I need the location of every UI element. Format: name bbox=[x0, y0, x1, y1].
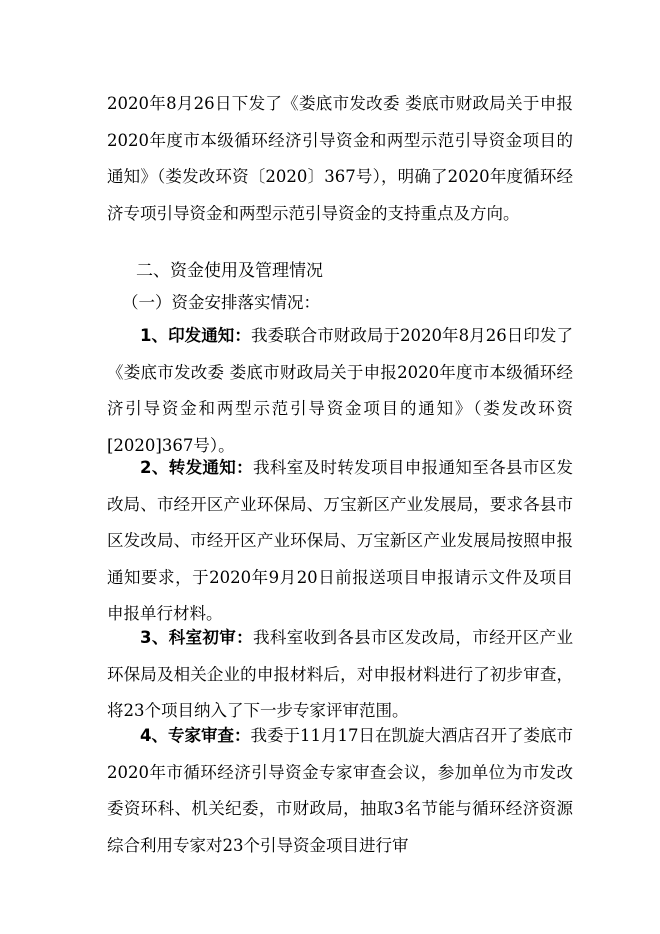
item-4-paragraph bbox=[107, 718, 573, 864]
item-4-label: 4、专家审查： bbox=[140, 726, 251, 745]
item-2-text: 我科室及时转发项目申报通知至各县市区发改局、市经开区产业环保局、万宝新区产业发展局，要求各县市区发改局、市经开区产业环保局、万宝新区产业发展局按照申报通知要求，于2020年9月20日前报送项目申报请示文件及项目申报单行材料。 bbox=[107, 458, 574, 623]
item-1-label: 1、印发通知： bbox=[140, 326, 251, 345]
item-3-label: 3、科室初审： bbox=[140, 628, 254, 647]
subsection-heading: （一）资金安排落实情况： bbox=[122, 293, 320, 312]
item-2-label: 2、转发通知： bbox=[140, 458, 254, 477]
item-1-paragraph bbox=[107, 318, 573, 464]
item-3-text: 我科室收到各县市区发改局，市经开区产业环保局及相关企业的申报材料后，对申报材料进行了初步审查，将23个项目纳入了下一步专家评审范围。 bbox=[107, 628, 574, 720]
section-heading: 二、资金使用及管理情况 bbox=[136, 261, 323, 281]
item-4-text: 我委于11月17日在凯旋大酒店召开了娄底市2020年市循环经济引导资金专家审查会议，参加单位为市发改委资环科、机关纪委，市财政局，抽取3名节能与循环经济资源综合利用专家对23个引导资金项目进行审 bbox=[107, 726, 574, 855]
item-2-paragraph bbox=[107, 450, 573, 633]
item-1-text: 我委联合市财政局于2020年8月26日印发了《娄底市发改委 娄底市财政局关于申报2020年度市本级循环经济引导资金和两型示范引导资金项目的通知》（娄发改环资[2020]367号）。 bbox=[107, 326, 573, 455]
item-3-paragraph bbox=[107, 620, 573, 730]
intro-paragraph: 2020年8月26日下发了《娄底市发改委 娄底市财政局关于申报2020年度市本级循环经济引导资金和两型示范引导资金项目的通知》（娄发改环资〔2020〕367号），明确了2020年度循环经济专项引导资金和两型示范引导资金的支持重点及方向。 bbox=[107, 94, 573, 223]
